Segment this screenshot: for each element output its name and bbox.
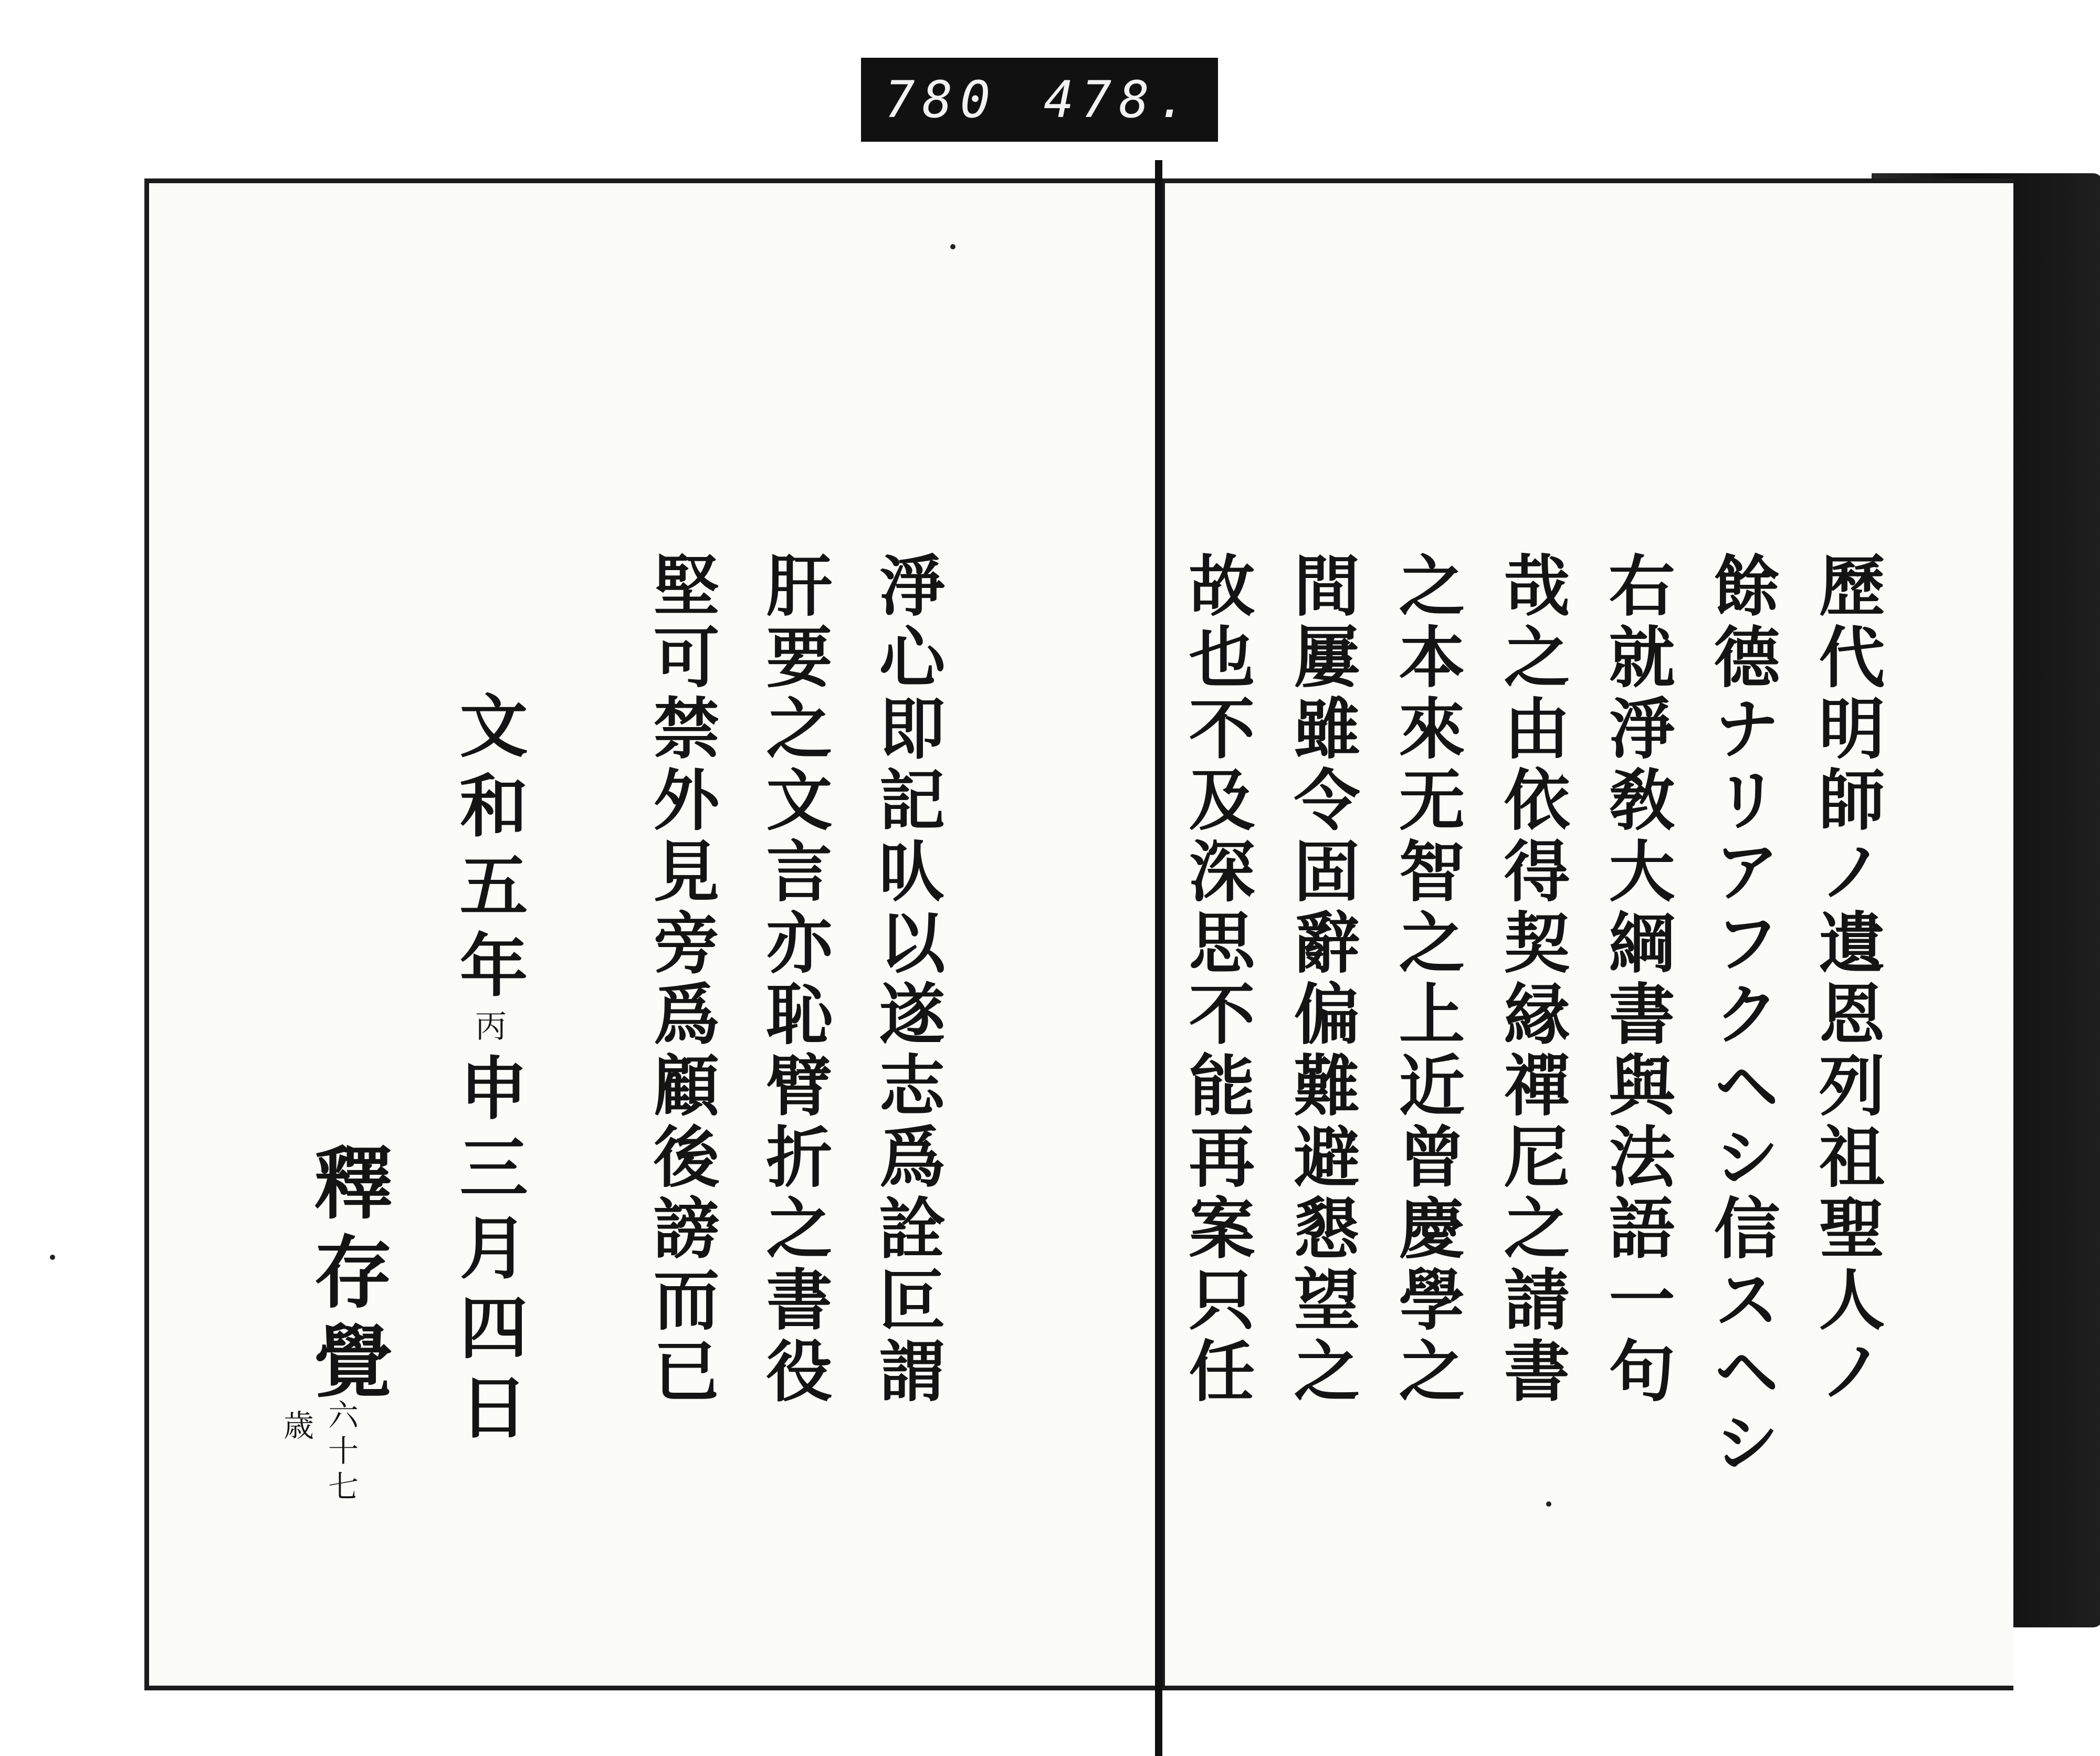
right-column-3: 右就淨敎大綱書與法語一句 xyxy=(1598,551,1676,1408)
date-line xyxy=(448,690,529,1452)
date-cyclical-small: 丙 xyxy=(470,1010,507,1053)
left-column-2: 肝要之文言亦恥臂折之書役 xyxy=(755,551,833,1408)
left-column-3: 堅可禁外見旁爲顧後謗而已 xyxy=(643,551,720,1408)
stray-mark xyxy=(50,1255,55,1260)
right-column-2: 餘德ナリアフクヘシ信スヘシ xyxy=(1703,551,1781,1479)
signature-name: 釋存覺 xyxy=(300,1142,393,1410)
right-column-5: 之本來无智之上近曾慶學之 xyxy=(1388,551,1466,1408)
right-column-7: 故也不及深思不能再案只任 xyxy=(1178,551,1256,1408)
stray-mark xyxy=(1546,1501,1551,1507)
open-book xyxy=(139,160,1992,1693)
signature-age-suffix: 歳 xyxy=(278,1410,314,1445)
archive-number-left: 780 xyxy=(885,70,998,129)
date-month-day: 申三月四日 xyxy=(448,1053,529,1452)
archive-number-right: 478. xyxy=(1043,70,1194,129)
book-gutter xyxy=(1155,160,1162,1756)
signature xyxy=(300,1142,393,1410)
signature-age-number: 六十七 xyxy=(323,1399,359,1506)
right-column-4: 哉之由依得契縁禪尼之請書 xyxy=(1493,551,1571,1408)
signature-age xyxy=(323,1399,359,1506)
date-era-year: 文和五年 xyxy=(448,690,529,1010)
archive-label xyxy=(861,58,1218,142)
left-column-1: 淨心即記㕥以遂志爲詮叵謂 xyxy=(868,551,946,1408)
stray-mark xyxy=(950,244,956,249)
right-column-1: 歷代明師ノ遺恩列祖聖人ノ xyxy=(1808,551,1886,1408)
right-column-6: 間屢雖令固辭偏難避懇望之 xyxy=(1283,551,1361,1408)
